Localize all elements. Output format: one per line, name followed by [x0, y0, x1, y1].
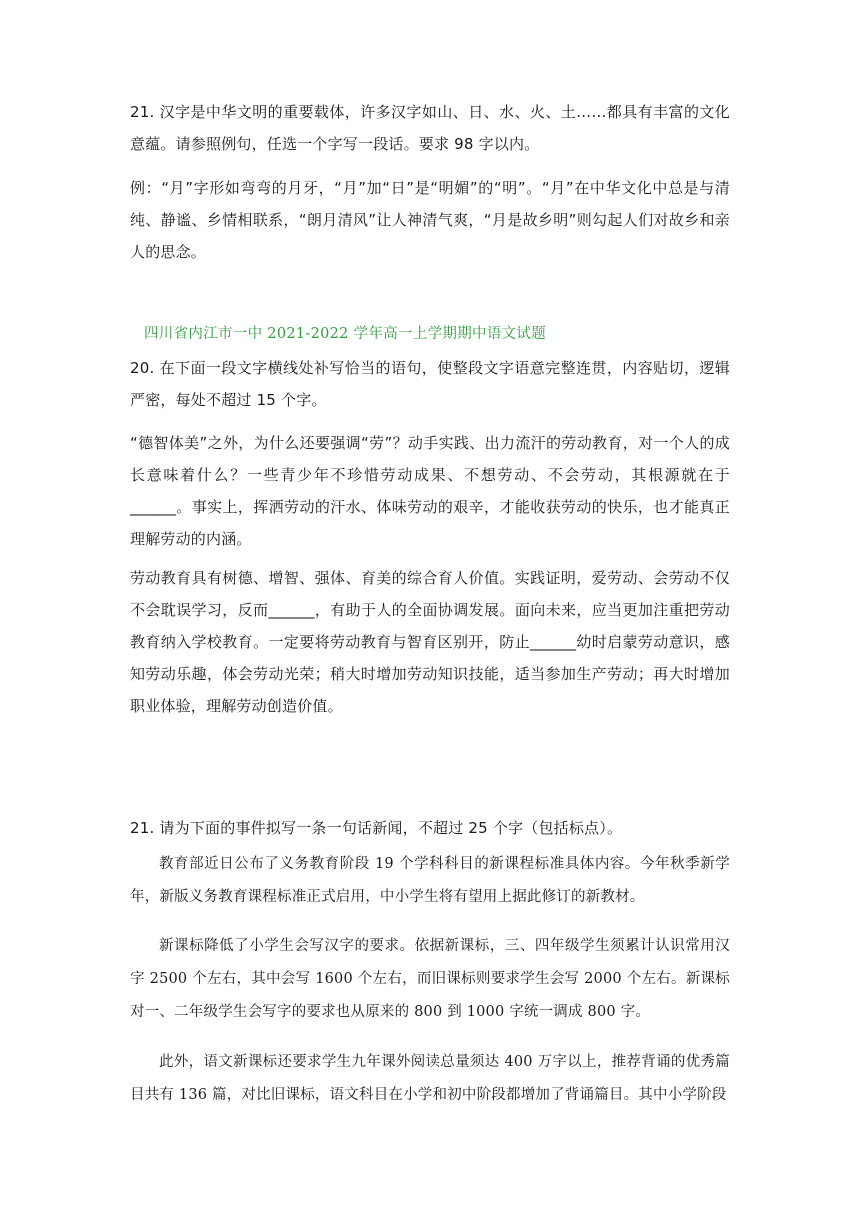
news-paragraph-2-block [130, 930, 730, 1029]
question-21-example-block [130, 172, 730, 268]
news-paragraph-2: 新课标降低了小学生会写汉字的要求。依据新课标，三、四年级学生须累计认识常用汉字 2500 个左右，其中会写 1600 个左右，而旧课标则要求学生会写 2000 个左右。新课标对一、二年级学生会写字的要求也从原来的 800 到 1000 字统一调成 800 字。 [130, 938, 730, 1020]
question-20-paragraph-2-block [130, 562, 730, 722]
question-20-paragraph-1: “德智体美”之外，为什么还要强调“劳”？动手实践、出力流汗的劳动教育，对一个人的成长意味着什么？一些青少年不珍惜劳动成果、不想劳动、不会劳动，其根源就在于______。事实上，挥洒劳动的汗水、体味劳动的艰辛，才能收获劳动的快乐，也才能真正理解劳动的内涵。 [130, 434, 730, 548]
question-21-news-prompt: 21. 请为下面的事件拟写一条一句话新闻，不超过 25 个字（包括标点）。 [130, 819, 623, 837]
news-paragraph-1: 教育部近日公布了义务教育阶段 19 个学科科目的新课程标准具体内容。今年秋季新学年，新版义务教育课程标准正式启用，中小学生将有望用上据此修订的新教材。 [130, 856, 730, 905]
question-21-prompt: 21. 汉字是中华文明的重要载体，许多汉字如山、日、水、火、土……都具有丰富的文化意蕴。请参照例句，任选一个字写一段话。要求 98 字以内。 [130, 103, 730, 153]
news-paragraph-3-block [130, 1046, 730, 1112]
source-heading: 四川省内江市一中 2021-2022 学年高一上学期期中语文试题 [144, 326, 547, 342]
news-paragraph-1-block [130, 848, 730, 914]
source-heading-block [144, 322, 744, 346]
question-21-bottom [130, 812, 730, 844]
question-20-paragraph-2: 劳动教育具有树德、增智、强体、育美的综合育人价值。实践证明，爱劳动、会劳动不仅不会耽误学习，反而______，有助于人的全面协调发展。面向未来，应当更加注重把劳动教育纳入学校教育。一定要将劳动教育与智育区别开，防止______幼时启蒙劳动意识，感知劳动乐趣，体会劳动光荣；稍大时增加劳动知识技能，适当参加生产劳动；再大时增加职业体验，理解劳动创造价值。 [130, 569, 730, 715]
question-20-prompt: 20. 在下面一段文字横线处补写恰当的语句，使整段文字语意完整连贯，内容贴切，逻辑严密，每处不超过 15 个字。 [130, 359, 730, 409]
question-21-example: 例：“月”字形如弯弯的月牙，“月”加“日”是“明媚”的“明”。“月”在中华文化中总是与清纯、静谧、乡情相联系，“朗月清风”让人神清气爽，“月是故乡明”则勾起人们对故乡和亲人的思念。 [130, 179, 730, 261]
question-20-paragraph-1-block [130, 427, 730, 555]
news-paragraph-3: 此外，语文新课标还要求学生九年课外阅读总量须达 400 万字以上，推荐背诵的优秀篇目共有 136 篇，对比旧课标，语文科目在小学和初中阶段都增加了背诵篇目。其中小学阶段 [130, 1054, 730, 1103]
question-21-top [130, 96, 730, 160]
question-20 [130, 352, 730, 416]
